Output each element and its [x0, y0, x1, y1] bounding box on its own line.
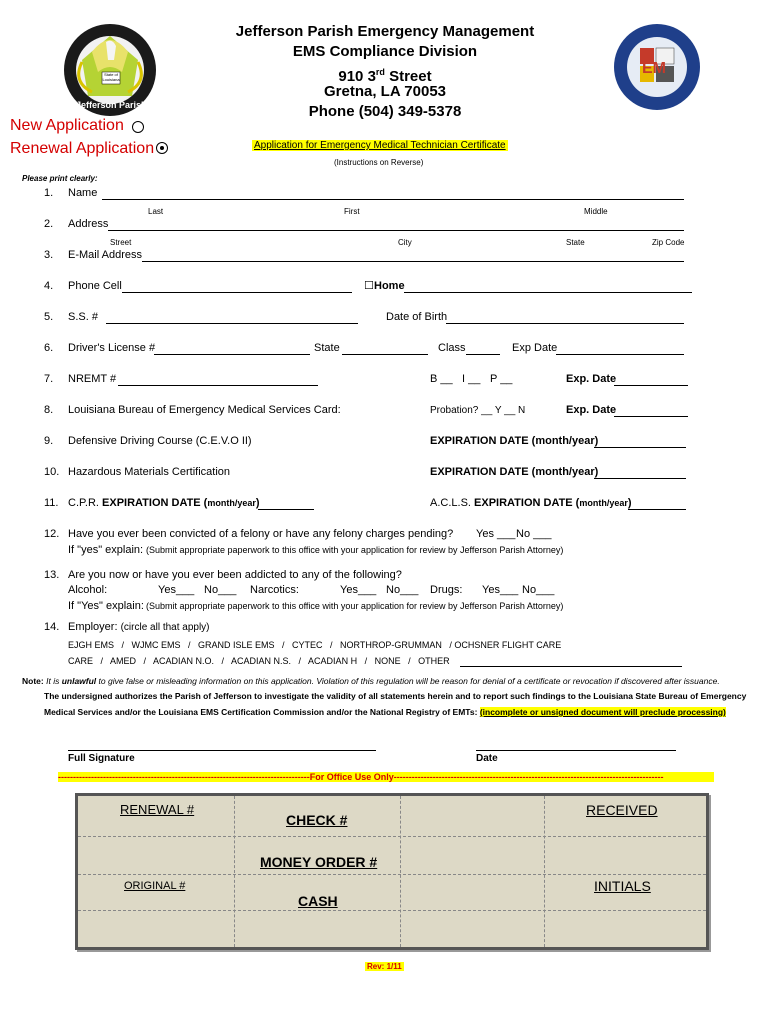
addiction-explain-note: (Submit appropriate paperwork to this office with your application for review by Jefferson Parish Attorney)	[146, 601, 564, 611]
phone-home-label: Home	[374, 280, 405, 292]
nremt-label: NREMT #	[68, 373, 117, 385]
dob-label: Date of Birth	[386, 311, 448, 323]
dl-class-field-line[interactable]	[466, 354, 500, 355]
narcotics-no[interactable]: No___	[386, 584, 419, 596]
felony-no[interactable]: No ___	[516, 528, 552, 540]
cpr-exp-field-line[interactable]	[258, 509, 314, 510]
field-11-number: 11.	[44, 497, 59, 509]
field-3-number: 3.	[44, 249, 54, 261]
legal-note	[22, 676, 720, 686]
emergency-management-seal	[612, 22, 702, 112]
note-label: Note:	[22, 676, 44, 686]
field-5-number: 5.	[44, 311, 54, 323]
office-banner-text: For Office Use Only	[309, 772, 394, 782]
field-1-number: 1.	[44, 187, 54, 199]
acls-label-bold: EXPIRATION DATE (	[474, 497, 580, 509]
address-city-caption: City	[398, 238, 412, 247]
felony-yes[interactable]: Yes ___	[476, 528, 516, 540]
office-banner-dashes-left: ------------------------------------------------------------------------------------	[58, 772, 310, 782]
header-line-2: EMS Compliance Division	[292, 43, 478, 60]
acls-exp-field-line[interactable]	[628, 509, 686, 510]
alcohol-no[interactable]: No___	[204, 584, 237, 596]
header-line-5: Phone (504) 349-5378	[308, 103, 462, 120]
phone-cell-field-line[interactable]	[122, 292, 352, 293]
new-application-radio[interactable]	[132, 121, 144, 133]
renewal-application-label: Renewal Application	[10, 140, 155, 157]
office-grid-line	[78, 874, 706, 875]
check-number-label: CHECK #	[286, 812, 348, 828]
field-7-number: 7.	[44, 373, 54, 385]
dl-exp-field-line[interactable]	[556, 354, 684, 355]
defensive-driving-label: Defensive Driving Course (C.E.V.O II)	[68, 435, 252, 447]
office-grid-line	[78, 836, 706, 837]
dl-state-label: State	[314, 342, 340, 354]
logo-inner-text: State of Louisiana	[102, 72, 120, 82]
email-label: E-Mail Address	[68, 249, 142, 261]
name-last-caption: Last	[148, 207, 164, 216]
address-street-caption: Street	[110, 238, 132, 247]
full-signature-label: Full Signature	[68, 753, 135, 764]
header-street-number: 910 3	[338, 68, 376, 85]
cpr-label	[68, 497, 260, 509]
header-line-4: Gretna, LA 70053	[324, 83, 446, 100]
nremt-i-option[interactable]: I __	[462, 373, 481, 385]
dl-exp-label: Exp Date	[512, 342, 558, 354]
drugs-yes[interactable]: Yes___	[482, 584, 519, 596]
office-banner-dashes-right: ------------------------------------------------------------------------------------------	[393, 772, 664, 782]
home-checkbox[interactable]: ☐	[364, 280, 374, 292]
felony-question: Have you ever been convicted of a felony or have any felony charges pending?	[68, 528, 454, 540]
office-use-banner	[58, 772, 714, 782]
ssn-label: S.S. #	[68, 311, 98, 323]
header-street-sup: rd	[375, 67, 385, 77]
name-first-caption: First	[344, 207, 360, 216]
authorization-line-2-text: Medical Services and/or the Louisiana EMS Certification Commission and/or the National Registry of EMTs:	[44, 707, 478, 717]
office-grid-line	[78, 910, 706, 911]
employer-label	[68, 621, 210, 633]
logo-ring-text: Jefferson Parish	[76, 100, 147, 110]
addiction-explain-label: If "Yes" explain:	[68, 600, 144, 612]
office-grid-line	[400, 796, 401, 947]
field-6-number: 6.	[44, 342, 54, 354]
header-street-rest: Street	[384, 68, 432, 85]
drivers-license-label: Driver's License #	[68, 342, 156, 354]
note-pre: It is	[46, 676, 62, 686]
la-ems-exp-field-line[interactable]	[614, 416, 688, 417]
nremt-b-option[interactable]: B __	[430, 373, 453, 385]
address-state-caption: State	[566, 238, 585, 247]
name-label: Name	[68, 187, 98, 199]
drugs-label: Drugs:	[430, 584, 463, 596]
ssn-field-line[interactable]	[106, 323, 358, 324]
acls-label-small: month/year	[579, 498, 628, 508]
cpr-label-pre: C.P.R.	[68, 497, 103, 509]
employer-options-row-2[interactable]: CARE / AMED / ACADIAN N.O. / ACADIAN N.S. / ACADIAN H / NONE / OTHER	[68, 656, 450, 666]
hazmat-label: Hazardous Materials Certification	[68, 466, 231, 478]
nremt-exp-field-line[interactable]	[614, 385, 688, 386]
field-9-number: 9.	[44, 435, 54, 447]
authorization-line-2	[44, 707, 726, 717]
narcotics-yes[interactable]: Yes___	[340, 584, 377, 596]
email-field-line[interactable]	[142, 261, 684, 262]
new-application-label: New Application	[10, 117, 124, 134]
field-12-number: 12.	[44, 528, 60, 540]
address-zip-caption: Zip Code	[652, 238, 685, 247]
name-middle-caption: Middle	[584, 207, 608, 216]
initials-label: INITIALS	[594, 878, 651, 894]
header-line-1: Jefferson Parish Emergency Management	[235, 23, 535, 40]
field-4-number: 4.	[44, 280, 54, 292]
authorization-highlight: (incomplete or unsigned document will preclude processing)	[479, 707, 726, 717]
employer-label-text: Employer:	[68, 621, 118, 633]
note-unlawful: unlawful	[61, 676, 97, 686]
hazmat-exp-field-line[interactable]	[594, 478, 686, 479]
money-order-label: MONEY ORDER #	[260, 854, 378, 870]
original-number-label: ORIGINAL #	[124, 880, 186, 892]
renewal-number-label: RENEWAL #	[120, 802, 195, 817]
la-ems-card-label: Louisiana Bureau of Emergency Medical Services Card:	[68, 404, 341, 416]
field-14-number: 14.	[44, 621, 60, 633]
office-grid-line	[544, 796, 545, 947]
name-field-line[interactable]	[102, 199, 684, 200]
address-field-line[interactable]	[108, 230, 684, 231]
alcohol-yes[interactable]: Yes___	[158, 584, 195, 596]
employer-options-row-1[interactable]: EJGH EMS / WJMC EMS / GRAND ISLE EMS / CYTEC / NORTHROP-GRUMMAN / OCHSNER FLIGHT CARE	[68, 640, 562, 650]
cpr-label-end: )	[255, 497, 260, 509]
field-13-number: 13.	[44, 569, 60, 581]
nremt-exp-label: Exp. Date	[566, 373, 617, 385]
field-8-number: 8.	[44, 404, 54, 416]
date-label: Date	[476, 753, 498, 764]
note-rest: to give false or misleading information on this application. Violation of this regulation will be reason for denial of a certificate or revocation if discovered after issuance.	[96, 676, 720, 686]
received-label: RECEIVED	[586, 802, 658, 818]
drugs-no[interactable]: No___	[522, 584, 555, 596]
acls-label	[430, 497, 632, 509]
form-title: Application for Emergency Medical Technician Certificate	[254, 140, 506, 151]
drivers-license-field-line[interactable]	[154, 354, 310, 355]
date-field-line[interactable]	[476, 750, 676, 751]
probation-question[interactable]: Probation? __ Y __ N	[430, 405, 526, 416]
acls-label-end: )	[627, 497, 632, 509]
felony-explain-note: (Submit appropriate paperwork to this office with your application for review by Jefferson Parish Attorney)	[146, 545, 564, 555]
jefferson-parish-logo	[62, 22, 158, 118]
office-use-box	[75, 793, 709, 950]
narcotics-label: Narcotics:	[250, 584, 299, 596]
employer-other-field-line[interactable]	[460, 666, 682, 667]
la-ems-exp-label: Exp. Date	[566, 404, 617, 416]
renewal-application-radio[interactable]	[156, 142, 168, 154]
authorization-line-1: The undersigned authorizes the Parish of Jefferson to investigate the validity of all statements herein and to report such findings to the Louisiana State Bureau of Emergency	[44, 691, 747, 701]
signature-field-line[interactable]	[68, 750, 376, 751]
employer-label-note: (circle all that apply)	[120, 622, 210, 633]
nremt-field-line[interactable]	[118, 385, 318, 386]
alcohol-label: Alcohol:	[68, 584, 108, 596]
address-label: Address	[68, 218, 109, 230]
defensive-driving-exp-label: EXPIRATION DATE (month/year)	[430, 435, 599, 447]
seal-badge-text: EM	[642, 60, 666, 77]
print-clearly-note: Please print clearly:	[22, 174, 98, 183]
phone-cell-label: Phone Cell	[68, 280, 122, 292]
dl-state-field-line[interactable]	[342, 354, 428, 355]
defensive-driving-exp-field-line[interactable]	[594, 447, 686, 448]
addiction-question: Are you now or have you ever been addicted to any of the following?	[68, 569, 402, 581]
cash-label: CASH	[298, 893, 338, 909]
phone-home-field-line[interactable]	[404, 292, 692, 293]
office-grid-line	[234, 796, 235, 947]
form-subtitle: (Instructions on Reverse)	[334, 158, 424, 167]
dl-class-label: Class	[438, 342, 466, 354]
acls-label-pre: A.C.L.S.	[430, 497, 475, 509]
field-2-number: 2.	[44, 218, 54, 230]
cpr-label-bold: EXPIRATION DATE (	[102, 497, 208, 509]
field-10-number: 10.	[44, 466, 60, 478]
felony-explain-label: If "yes" explain:	[68, 544, 144, 556]
hazmat-exp-label: EXPIRATION DATE (month/year)	[430, 466, 599, 478]
dob-field-line[interactable]	[446, 323, 684, 324]
nremt-p-option[interactable]: P __	[490, 373, 513, 385]
cpr-label-small: month/year	[207, 498, 256, 508]
revision-label: Rev: 1/11	[367, 962, 402, 971]
